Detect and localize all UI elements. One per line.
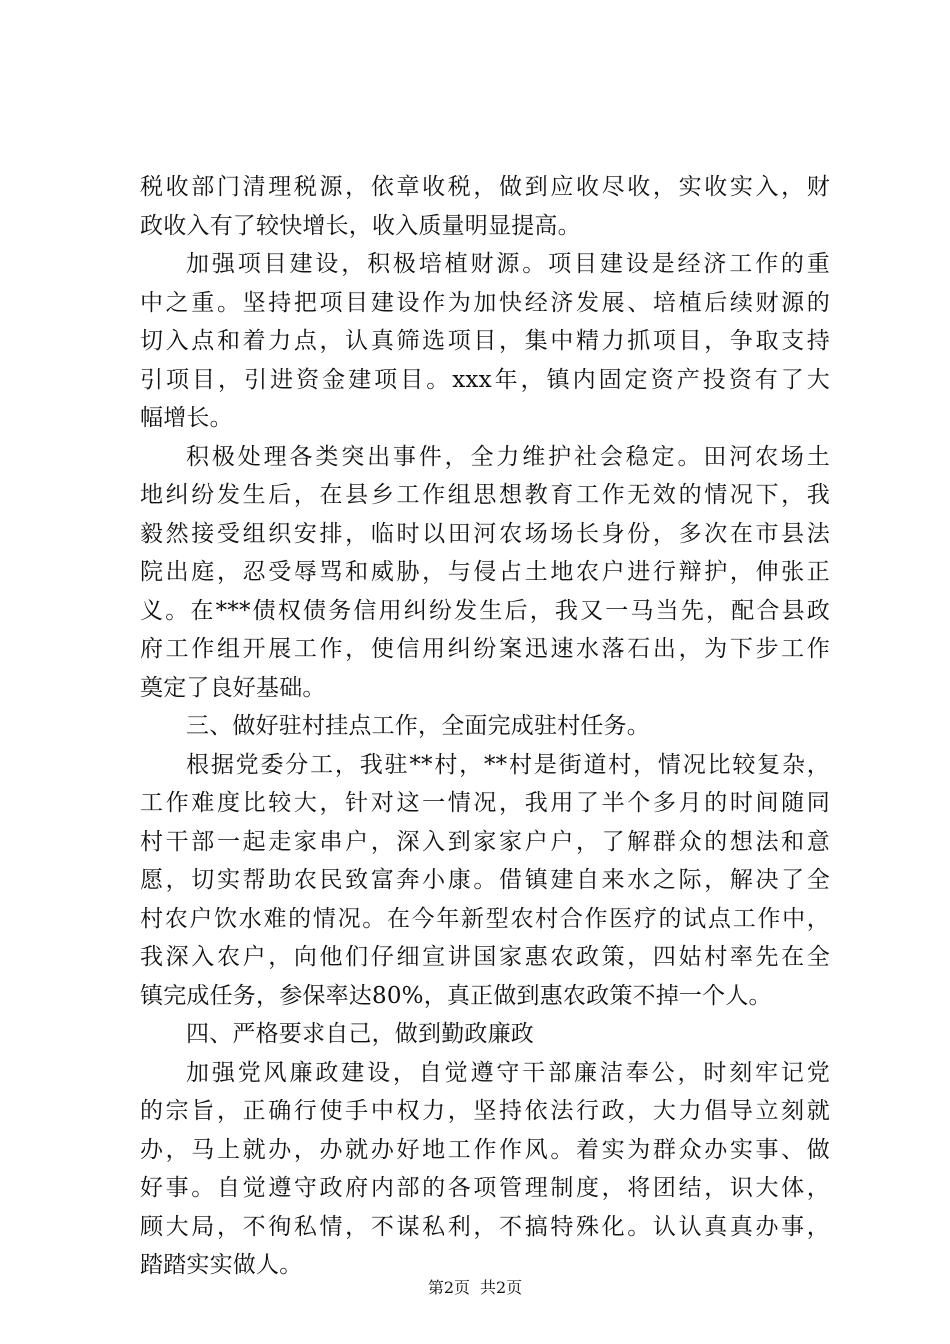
paragraph-line: 政收入有了较快增长，收入质量明显提高。 bbox=[140, 212, 581, 239]
page-total: 共2页 bbox=[480, 1278, 523, 1297]
page-footer bbox=[0, 1278, 950, 1298]
paragraph-line: 踏踏实实做人。 bbox=[140, 1252, 303, 1278]
paragraph-line: 积极处理各类突出事件，全力维护社会稳定。田河农场土 bbox=[186, 443, 830, 470]
paragraph-line: 毅然接受组织安排，临时以田河农场场长身份，多次在市县法 bbox=[140, 520, 830, 547]
page-number: 第2页 bbox=[427, 1278, 470, 1297]
paragraph-line: 中之重。坚持把项目建设作为加快经济发展、培植后续财源的 bbox=[140, 289, 830, 316]
paragraph-line: 办，马上就办，办就办好地工作作风。着实为群众办实事、做 bbox=[140, 1136, 830, 1163]
paragraph bbox=[140, 746, 830, 1016]
paragraph-line: 奠定了良好基础。 bbox=[140, 674, 326, 701]
paragraph-line: 税收部门清理税源，依章收税，做到应收尽收，实收实入，财 bbox=[140, 174, 830, 200]
paragraph-line: 地纠纷发生后，在县乡工作组思想教育工作无效的情况下，我 bbox=[140, 482, 830, 508]
paragraph-line: 镇完成任务，参保率达80%，真正做到惠农政策不掉一个人。 bbox=[140, 982, 772, 1009]
paragraph bbox=[140, 438, 830, 708]
paragraph-line: 府工作组开展工作，使信用纠纷案迅速水落石出，为下步工作 bbox=[140, 636, 830, 662]
paragraph-line: 四、严格要求自己，做到勤政廉政 bbox=[186, 1021, 534, 1047]
paragraph-line: 加强党风廉政建设，自觉遵守干部廉洁奉公，时刻牢记党 bbox=[186, 1059, 830, 1086]
paragraph bbox=[140, 245, 830, 438]
paragraph-line: 引项目，引进资金建项目。xxx年，镇内固定资产投资有了大 bbox=[140, 366, 830, 393]
paragraph-line: 幅增长。 bbox=[140, 405, 233, 431]
paragraph-line: 义。在***债权债务信用纠纷发生后，我又一马当先，配合县政 bbox=[140, 597, 830, 624]
paragraph-line: 加强项目建设，积极培植财源。项目建设是经济工作的重 bbox=[186, 251, 830, 277]
paragraph bbox=[140, 707, 830, 746]
paragraph-line: 村干部一起走家串户，深入到家家户户，了解群众的想法和意 bbox=[140, 828, 830, 855]
paragraph-line: 根据党委分工，我驻**村，**村是街道村，情况比较复杂， bbox=[186, 751, 830, 778]
paragraph bbox=[140, 1015, 830, 1054]
paragraph-line: 工作难度比较大，针对这一情况，我用了半个多月的时间随同 bbox=[140, 790, 830, 816]
paragraph bbox=[140, 1054, 830, 1285]
paragraph-line: 我深入农户，向他们仔细宣讲国家惠农政策，四姑村率先在全 bbox=[140, 944, 830, 970]
document-body bbox=[140, 168, 830, 1285]
paragraph-line: 的宗旨，正确行使手中权力，坚持依法行政，大力倡导立刻就 bbox=[140, 1098, 830, 1124]
paragraph bbox=[140, 168, 830, 245]
paragraph-line: 顾大局，不徇私情，不谋私利，不搞特殊化。认认真真办事， bbox=[140, 1213, 830, 1240]
paragraph-line: 院出庭，忍受辱骂和威胁，与侵占土地农户进行辩护，伸张正 bbox=[140, 559, 830, 585]
paragraph-line: 村农户饮水难的情况。在今年新型农村合作医疗的试点工作中， bbox=[140, 905, 830, 932]
paragraph-line: 好事。自觉遵守政府内部的各项管理制度，将团结，识大体， bbox=[140, 1175, 830, 1201]
paragraph-line: 三、做好驻村挂点工作，全面完成驻村任务。 bbox=[186, 713, 650, 739]
paragraph-line: 愿，切实帮助农民致富奔小康。借镇建自来水之际，解决了全 bbox=[140, 867, 830, 893]
paragraph-line: 切入点和着力点，认真筛选项目，集中精力抓项目，争取支持 bbox=[140, 328, 830, 354]
